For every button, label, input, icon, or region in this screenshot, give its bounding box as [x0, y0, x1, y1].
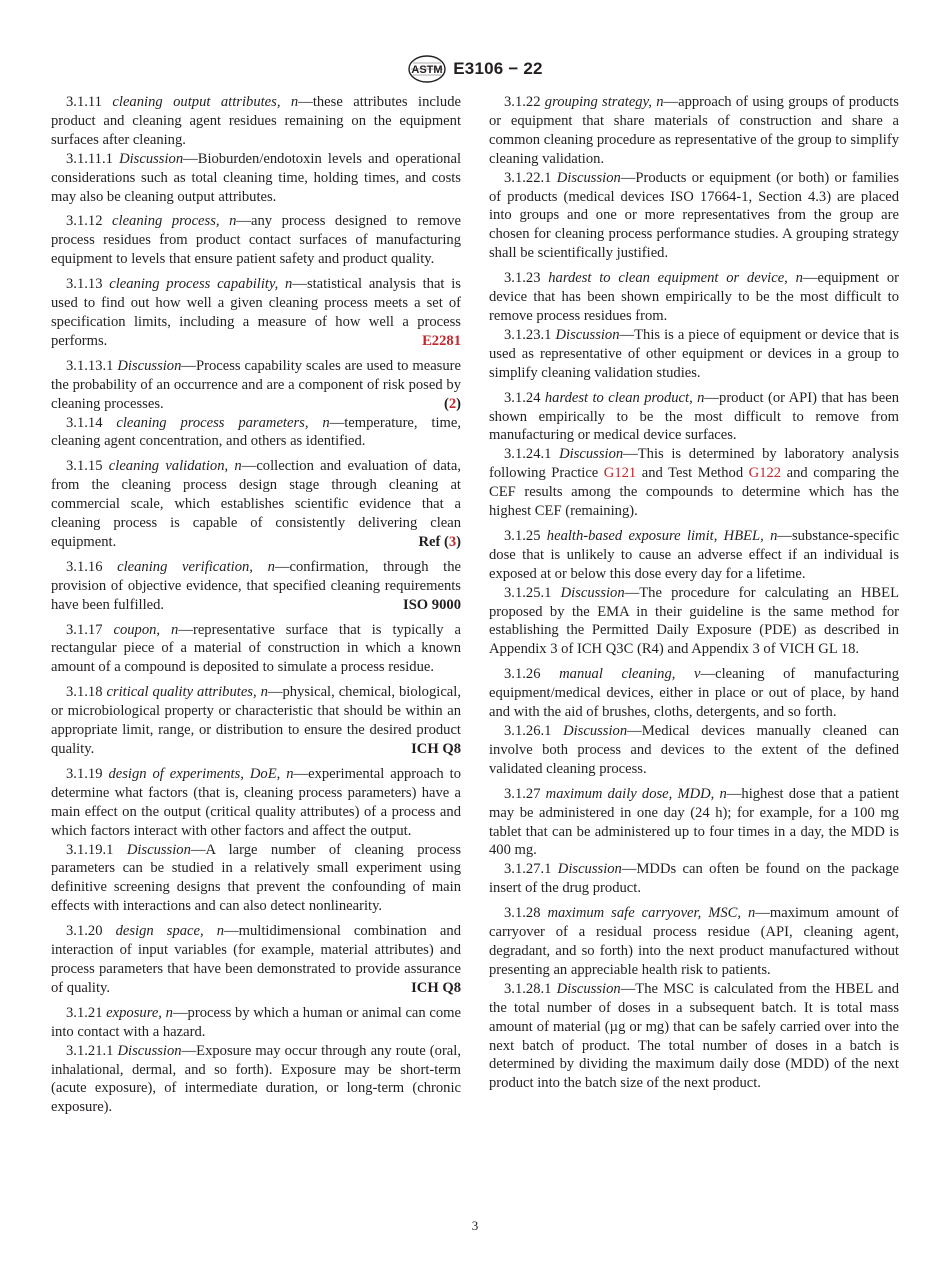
reference-label: ISO 9000 — [403, 596, 461, 613]
definition-text: —approach of using groups of products or equipment that share materials of construction and share a common cleaning procedure as representative of the group to simplify cleaning validation. — [489, 94, 899, 167]
defined-term: hardest to clean equipment or device, n — [548, 270, 803, 287]
definition-text: —This is determined by laboratory analysis following Practice — [489, 446, 900, 482]
definition-paragraph — [51, 683, 461, 759]
definition-paragraph — [51, 93, 461, 150]
logo-text: ASTM — [411, 64, 443, 76]
defined-term: cleaning output attributes, n — [112, 94, 299, 110]
definition-paragraph — [489, 722, 899, 779]
page-number: 3 — [471, 1218, 479, 1233]
section-number: 3.1.26.1 — [504, 723, 564, 739]
definition-text: —substance-specific dose that is unlikely to cause an adverse effect if an individual is exposed at or below this dose every day for a lifetime. — [489, 527, 899, 582]
definition-paragraph — [51, 765, 461, 841]
discussion-label: Discussion — [557, 861, 622, 878]
section-number: 3.1.26 — [504, 666, 560, 683]
section-number: 3.1.27 — [504, 785, 546, 802]
defined-term: maximum safe carryover, MSC, n — [547, 905, 756, 922]
definition-paragraph — [51, 841, 461, 917]
definition-text: —temperature, time, cleaning agent concentration, and others as identified. — [51, 414, 461, 450]
paren: ( — [443, 395, 449, 412]
section-number: 3.1.25.1 — [504, 584, 561, 601]
section-number: 3.1.11 — [66, 94, 113, 110]
discussion-label: Discussion — [556, 169, 621, 186]
defined-term: exposure, n — [106, 1004, 173, 1021]
definition-text: —physical, chemical, biological, or microbiological property or characteristic that should be within an appropriate limit, range, or distribution to ensure the desired product quality. — [51, 684, 461, 757]
definition-text: —representative surface that is typically a rectangular piece of a material of construction in which a known amount of a compound is deposited to simulate a process residue. — [51, 621, 461, 676]
defined-term: cleaning validation, n — [108, 458, 242, 475]
reference-label: ICH Q8 — [411, 979, 461, 996]
reference-link: 3 — [448, 533, 457, 550]
definition-paragraph — [51, 558, 461, 615]
section-number: 3.1.28 — [504, 905, 548, 922]
section-number: 3.1.28.1 — [504, 980, 557, 997]
defined-term: manual cleaning, v — [559, 666, 701, 683]
standard-link[interactable]: G121 — [603, 465, 637, 482]
defined-term: cleaning verification, n — [117, 558, 275, 575]
discussion-label: Discussion — [563, 723, 628, 739]
definition-paragraph — [51, 414, 461, 452]
definition-paragraph — [51, 621, 461, 678]
definition-text: and Test Method — [636, 465, 749, 482]
defined-term: design of experiments, DoE, n — [108, 765, 294, 782]
definition-paragraph — [51, 922, 461, 998]
discussion-label: Discussion — [117, 357, 182, 374]
section-number: 3.1.21 — [66, 1004, 107, 1021]
definition-text: —multidimensional combination and interaction of input variables (for example, material attributes) and process parameters that have been demonstrated to provide assurance of quality. — [51, 923, 461, 996]
section-number: 3.1.16 — [66, 558, 118, 575]
definition-paragraph — [489, 527, 899, 584]
definition-paragraph — [489, 169, 899, 264]
section-number: 3.1.23.1 — [504, 326, 556, 343]
section-number: 3.1.13 — [66, 276, 110, 293]
definition-text: —The procedure for calculating an HBEL proposed by the EMA in their guideline is the same method for establishing the Permitted Daily Exposure (PDE) as described in Appendix 3 of ICH Q3C (R4) and Appendix 3 of VICH GL 18. — [489, 584, 899, 658]
definition-text: —process by which a human or animal can come into contact with a hazard. — [51, 1004, 461, 1040]
definition-paragraph — [489, 584, 899, 660]
defined-term: grouping strategy, n — [544, 94, 664, 110]
definition-text: —confirmation, through the provision of objective evidence, that specified cleaning requirements have been fulfilled. — [51, 558, 461, 613]
definition-text: —The MSC is calculated from the HBEL and the total number of doses in a subsequent batch. It is total mass amount of material (µg or mg) that can be safely carried over into the next batch of product. The total number of doses in a batch is determined by dividing the maximum daily dose (MDD) of the next product into the batch size of the next product. — [489, 980, 899, 1092]
section-number: 3.1.24.1 — [504, 446, 560, 463]
section-number: 3.1.14 — [66, 414, 117, 431]
section-number: 3.1.24 — [504, 389, 545, 406]
defined-term: maximum daily dose, MDD, n — [545, 785, 727, 802]
definition-text: —highest dose that a patient may be administered in one day (24 h); for example, for a 100 mg tablet that can be administered up to four times in a day, the MDD is 400 mg. — [489, 785, 899, 859]
definition-text: —collection and evaluation of data, from the cleaning process design stage through cleaning at commercial scale, which establishes scientific evidence that a cleaning process is capable of consistently delivering clean equipment. — [51, 458, 461, 550]
section-number: 3.1.19 — [66, 765, 109, 782]
definition-text: —statistical analysis that is used to find out how well a given cleaning process meets a set of specification limits, including a measure of how well a process performs. — [51, 276, 461, 349]
section-number: 3.1.13.1 — [66, 357, 118, 374]
section-number: 3.1.23 — [504, 270, 549, 287]
definition-text: and comparing the CEF results among the compounds to determine which has the highest CEF (remaining). — [489, 465, 899, 520]
defined-term: cleaning process, n — [112, 213, 237, 230]
definition-paragraph — [51, 1004, 461, 1042]
reference-label[interactable] — [407, 332, 461, 351]
definition-text: —equipment or device that has been shown empirically to be the most difficult to remove process residues from. — [489, 270, 899, 324]
section-number: 3.1.19.1 — [66, 841, 127, 858]
section-number: 3.1.21.1 — [66, 1042, 118, 1059]
defined-term: coupon, n — [113, 621, 179, 638]
defined-term: hardest to clean product, n — [544, 389, 705, 406]
ref-prefix: Ref ( — [418, 533, 449, 550]
definition-paragraph — [489, 445, 899, 521]
section-number: 3.1.20 — [66, 923, 116, 940]
defined-term: health-based exposure limit, HBEL, n — [546, 527, 778, 544]
left-column — [51, 93, 461, 1123]
definition-text: —Products or equipment (or both) or families of products (medical devices ISO 17664-1, Section 4.3) are placed into groups and one or more representatives from the group are chosen for cleaning process performance studies. A grouping strategy shall be scientifically justified. — [489, 169, 900, 262]
discussion-label: Discussion — [117, 1042, 182, 1059]
discussion-label: Discussion — [119, 150, 184, 167]
document-id: E3106 − 22 — [453, 59, 543, 78]
definition-paragraph — [489, 904, 899, 980]
reference-label[interactable] — [403, 533, 461, 552]
definition-paragraph — [51, 150, 461, 207]
definition-paragraph — [51, 1042, 461, 1118]
reference-label: ICH Q8 — [411, 741, 461, 757]
discussion-label: Discussion — [555, 326, 620, 343]
discussion-label: Discussion — [560, 584, 625, 601]
definition-text: —Process capability scales are used to measure the probability of an occurrence and are a component of risk posed by cleaning processes. — [51, 357, 461, 412]
definition-text: —Exposure may occur through any route (oral, inhalational, dermal, and so forth). Exposure may be short-term (acute exposure), of intermediate duration, or long-term (chronic exposure). — [51, 1042, 461, 1116]
discussion-label: Discussion — [559, 446, 624, 463]
section-number: 3.1.22 — [504, 94, 545, 110]
paren: ) — [456, 395, 461, 412]
definition-text: —cleaning of manufacturing equipment/medical devices, either in place or out of place, by hand and with the aid of brushes, cloths, detergents, and so forth. — [489, 666, 900, 721]
definition-paragraph — [489, 785, 899, 861]
paren: ) — [456, 533, 461, 550]
section-number: 3.1.12 — [66, 213, 113, 230]
section-number: 3.1.25 — [504, 527, 547, 544]
definition-paragraph — [489, 860, 899, 898]
definition-text: —MDDs can often be found on the package insert of the drug product. — [489, 861, 899, 897]
definition-paragraph — [489, 665, 899, 722]
definition-text: —A large number of cleaning process parameters can be studied in a relatively small experiment using definitive screening designs that prevent the confounding of main effects with interactions and can also detect nonlinearity. — [51, 841, 461, 915]
standard-link[interactable]: G122 — [748, 465, 782, 482]
definition-text: —experimental approach to determine what factors (that is, cleaning process parameters) have a main effect on the output (critical quality attributes) of a process and which factors interact with other factors and affect the output. — [51, 765, 461, 839]
definition-text: —Medical devices manually cleaned can involve both process and devices to the extent of the defined validated cleaning process. — [489, 723, 899, 777]
section-number: 3.1.27.1 — [504, 861, 558, 878]
right-column — [489, 93, 899, 1099]
definition-text: —Bioburden/endotoxin levels and operational considerations such as total cleaning time, holding times, and costs may also be cleaning output attributes. — [51, 150, 461, 205]
reference-link: 2 — [448, 395, 457, 412]
section-number: 3.1.17 — [66, 621, 114, 638]
page-header — [0, 52, 950, 86]
section-number: 3.1.18 — [66, 684, 107, 701]
discussion-label: Discussion — [126, 841, 191, 858]
defined-term: design space, n — [115, 923, 225, 940]
definition-text: —these attributes include product and cleaning agent residues remaining on the equipment surfaces after cleaning. — [51, 94, 461, 148]
definition-paragraph — [489, 93, 899, 169]
discussion-label: Discussion — [556, 980, 621, 997]
definition-paragraph — [489, 980, 899, 1093]
definition-paragraph — [489, 269, 899, 326]
definition-paragraph — [51, 457, 461, 552]
definition-paragraph — [489, 326, 899, 383]
definition-paragraph — [489, 389, 899, 446]
defined-term: critical quality attributes, n — [106, 684, 268, 701]
definition-paragraph — [51, 357, 461, 414]
definition-text: —This is a piece of equipment or device that is used as representative of other equipment or devices in a group to simplify cleaning validation studies. — [489, 326, 900, 381]
definition-text: —maximum amount of carryover of a residual process residue (API, cleaning agent, degradant, and so forth) into the next product manufactured without presenting an appreciable health risk to patients. — [489, 905, 899, 978]
definition-paragraph — [51, 212, 461, 269]
definition-paragraph — [51, 275, 461, 351]
section-number: 3.1.22.1 — [504, 169, 557, 186]
section-number: 3.1.15 — [66, 458, 109, 475]
section-number: 3.1.11.1 — [66, 150, 120, 167]
defined-term: cleaning process parameters, n — [116, 414, 330, 431]
reference-label[interactable] — [429, 395, 461, 414]
reference-link: E2281 — [422, 332, 461, 349]
defined-term: cleaning process capability, n — [109, 276, 293, 293]
astm-logo-icon — [407, 54, 447, 84]
definition-text: —any process designed to remove process residues from product contact surfaces of manufacturing equipment to levels that ensure patient safety and product quality. — [51, 213, 462, 268]
definition-text: —product (or API) that has been shown empirically to be the most difficult to remove from manufacturing or medical device surfaces. — [489, 389, 899, 444]
